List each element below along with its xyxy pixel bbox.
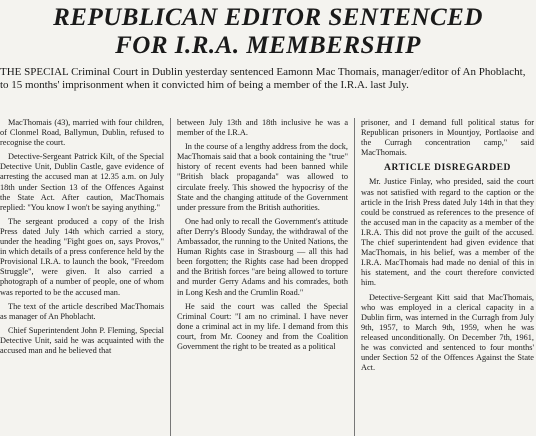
paragraph: prisoner, and I demand full political status for Republican prisoners in Mountjoy, Portlaoise and the Curragh concentration camp," said MacThomais. [361,118,534,158]
paragraph: He said the court was called the Special Criminal Court: "I am no criminal. I have never done a criminal act in my life. I demand from this court, from Mr. Cooney and from the Coalition Government the right to be treated as a political [177,301,348,351]
paragraph: The sergeant produced a copy of the Irish Press dated July 14th which carried a story, under the heading "Fight goes on, says Provos," in which details of a press conference held by the Provisional I.R.A. to launch the book, "Freedom Struggle", were given. It also carried a photograph of a number of people, one of whom was reported to be the accused man. [0,216,164,297]
paragraph: One had only to recall the Government's attitude after Derry's Bloody Sunday, the withdrawal of the Ambassador, the running to the United Nations, the Human Rights case in Strasbourg — all this had been forgotten; the Rights case had been dropped and the British forces "are being allowed to torture and murder Gerry Adams and his comrades, both in Long Kesh and the Crumlin Road." [177,216,348,297]
headline-line-1: REPUBLICAN EDITOR SENTENCED [53,4,483,31]
article-columns [0,118,536,436]
column-1 [0,118,170,436]
paragraph: Chief Superintendent John P. Fleming, Special Detective Unit, said he was acquainted with the accused man and he believed that [0,325,164,355]
section-subhead: ARTICLE DISREGARDED [384,163,511,174]
standfirst-paragraph: THE SPECIAL Criminal Court in Dublin yesterday sentenced Eamonn Mac Thomais, manager/editor of An Phoblacht, to 15 months' imprisonment when it convicted him of being a member of the I.R.A. last July. [0,66,526,91]
column-3 [354,118,536,436]
headline-line-2: FOR I.R.A. MEMBERSHIP [115,32,421,59]
column-2 [170,118,354,436]
paragraph: MacThomais (43), married with four children, of Clonmel Road, Ballymun, Dublin, refused to recognise the court. [0,118,164,148]
paragraph: Mr. Justice Finlay, who presided, said the court was not satisfied with regard to the caption or the article in the Irish Press dated July 14th in that they could be construed as references to the presence of the accused man in the capacity as a member of the I.R.A. This did not prove the guilt of the accused. The chief superintendent had given evidence that MacThomais, in his belief, was a member of the I.R.A. MacThomais had made no denial of this in his statement, and the court therefore convicted him. [361,177,534,288]
paragraph: Detective-Sergeant Kitt said that MacThomais, who was employed in a clerical capacity in a Dublin firm, was interned in the Curragh from July 9th, 1957, to March 9th, 1959, when he was released unconditionally. On December 7th, 1961, he was convicted and sentenced to four months' under Section 52 of the Offences Against the State Act. [361,292,534,373]
paragraph: Detective-Sergeant Patrick Kilt, of the Special Detective Unit, Dublin Castle, gave evidence of arresting the accused man at 12.35 a.m. on July 18th under Section 13 of the Offences Against the State Act. After caution, MacThomais replied: "You know I won't be saying anything." [0,152,164,212]
paragraph: between July 13th and 18th inclusive he was a member of the I.R.A. [177,118,348,138]
paragraph: The text of the article described MacThomais as manager of An Phoblacht. [0,301,164,321]
paragraph: In the course of a lengthy address from the dock, MacThomais said that a book containing the "true" history of recent events had been banned while "British black propaganda" was allowed to circulate freely. This showed the hypocrisy of the State and the changing attitude of the Government under pressure from the British authorities. [177,142,348,212]
